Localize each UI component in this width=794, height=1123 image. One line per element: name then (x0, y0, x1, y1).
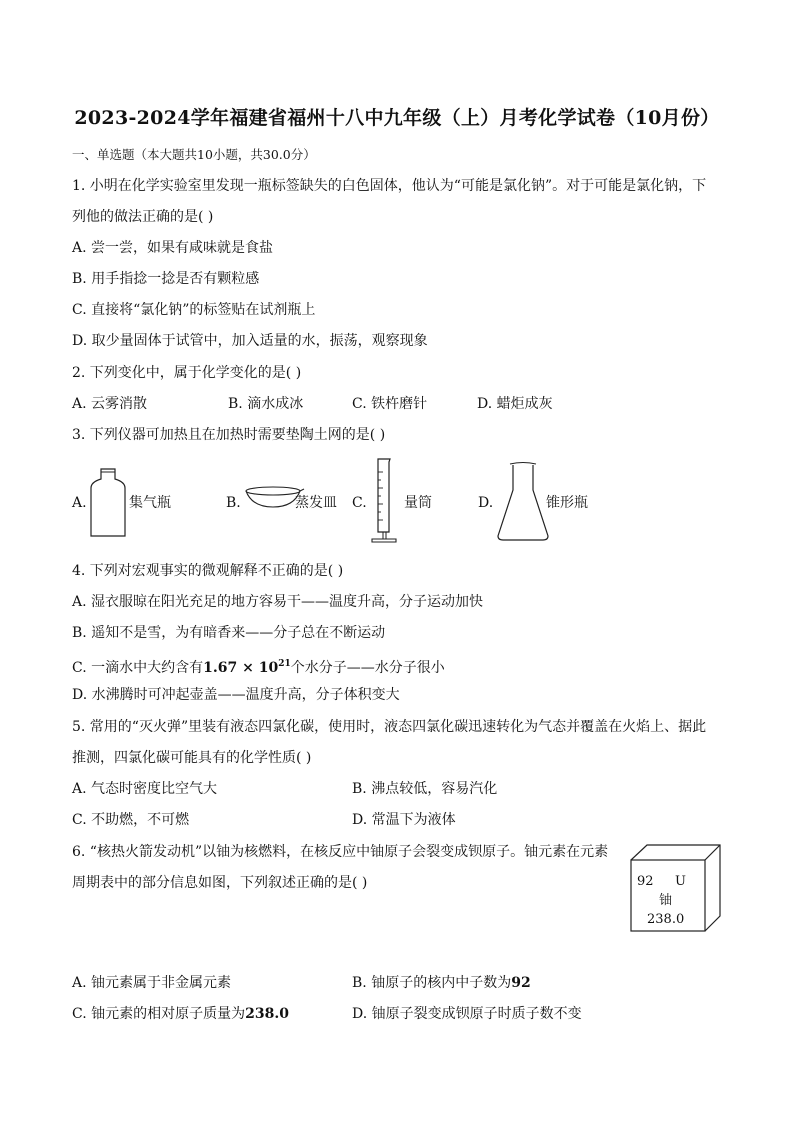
q3-option-b-name: 蒸发皿 (295, 495, 337, 511)
q5-stem-line2: 推测，四氯化碳可能具有的化学性质( ) (72, 750, 312, 766)
q4-option-c (72, 655, 445, 677)
conical-flask-icon (496, 460, 550, 542)
q2-option-c: C. 铁杵磨针 (352, 396, 428, 412)
q4-option-c-suffix: 个水分子——水分子很小 (290, 660, 445, 676)
q6-stem-line2: 周期表中的部分信息如图，下列叙述正确的是( ) (72, 875, 368, 891)
q6-option-b-number: 92 (511, 975, 531, 991)
q2-option-d: D. 蜡炬成灰 (477, 396, 553, 412)
q6-option-c-number: 238.0 (245, 1006, 289, 1022)
section-heading: 一、单选题（本大题共10小题，共30.0分） (72, 147, 316, 162)
q1-option-c: C. 直接将“氯化钠”的标签贴在试剂瓶上 (72, 302, 316, 318)
q2-stem: 2. 下列变化中，属于化学变化的是( ) (72, 365, 302, 381)
gas-bottle-icon (88, 468, 128, 540)
q1-stem-line2: 列他的做法正确的是( ) (72, 209, 214, 225)
element-symbol: U (675, 874, 686, 889)
q5-stem-line1: 5. 常用的“灭火弹”里装有液态四氯化碳，使用时，液态四氯化碳迅速转化为气态并覆盖在火焰上、据此 (72, 719, 707, 735)
q4-option-c-number: 1.67 × 10 (203, 660, 279, 676)
exam-title: 2023-2024学年福建省福州十八中九年级（上）月考化学试卷（10月份） (74, 107, 720, 129)
q1-option-d: D. 取少量固体于试管中，加入适量的水，振荡，观察现象 (72, 333, 428, 349)
q5-option-b: B. 沸点较低，容易汽化 (352, 781, 498, 797)
q3-option-c-name: 量筒 (404, 495, 432, 511)
q4-option-a: A. 湿衣服晾在阳光充足的地方容易干——温度升高，分子运动加快 (72, 594, 484, 610)
q1-option-a: A. 尝一尝，如果有咸味就是食盐 (72, 240, 274, 256)
element-atomic-mass: 238.0 (647, 912, 685, 927)
q3-option-a-letter: A. (72, 495, 87, 511)
q6-option-c (72, 1005, 289, 1023)
q6-option-c-text: C. 铀元素的相对原子质量为 (72, 1006, 246, 1022)
q6-option-b-text: B. 铀原子的核内中子数为 (352, 975, 512, 991)
element-atomic-number: 92 (637, 874, 654, 889)
q1-stem-line1: 1. 小明在化学实验室里发现一瓶标签缺失的白色固体，他认为“可能是氯化钠”。对于可能是氯化钠，下 (72, 178, 707, 194)
q4-option-b: B. 遥知不是雪，为有暗香来——分子总在不断运动 (72, 625, 386, 641)
q3-option-d-letter: D. (478, 495, 494, 511)
q6-option-d: D. 铀原子裂变成钡原子时质子数不变 (352, 1006, 582, 1022)
q4-option-d: D. 水沸腾时可冲起壶盖——温度升高，分子体积变大 (72, 687, 400, 703)
q5-option-a: A. 气态时密度比空气大 (72, 781, 218, 797)
uranium-element-cube (628, 843, 723, 933)
q6-stem-line1: 6. “核热火箭发动机”以铀为核燃料，在核反应中铀原子会裂变成钡原子。铀元素在元素 (72, 844, 609, 860)
q3-option-d-name: 锥形瓶 (546, 495, 588, 511)
q3-option-a-name: 集气瓶 (129, 495, 171, 511)
q3-option-c-letter: C. (352, 495, 367, 511)
q2-option-b: B. 滴水成冰 (228, 396, 304, 412)
q1-option-b: B. 用手指捻一捻是否有颗粒感 (72, 271, 260, 287)
q5-option-c: C. 不助燃，不可燃 (72, 812, 190, 828)
q3-option-b-letter: B. (226, 495, 241, 511)
q6-option-b (352, 974, 531, 992)
q3-stem: 3. 下列仪器可加热且在加热时需要垫陶土网的是( ) (72, 427, 386, 443)
graduated-cylinder-icon (370, 458, 400, 544)
q6-option-a: A. 铀元素属于非金属元素 (72, 975, 232, 991)
q4-option-c-exponent: 21 (278, 659, 291, 669)
q5-option-d: D. 常温下为液体 (352, 812, 456, 828)
q4-option-c-prefix: C. 一滴水中大约含有 (72, 660, 204, 676)
element-name: 铀 (659, 893, 673, 908)
q2-option-a: A. 云雾消散 (72, 396, 148, 412)
q4-stem: 4. 下列对宏观事实的微观解释不正确的是( ) (72, 563, 344, 579)
